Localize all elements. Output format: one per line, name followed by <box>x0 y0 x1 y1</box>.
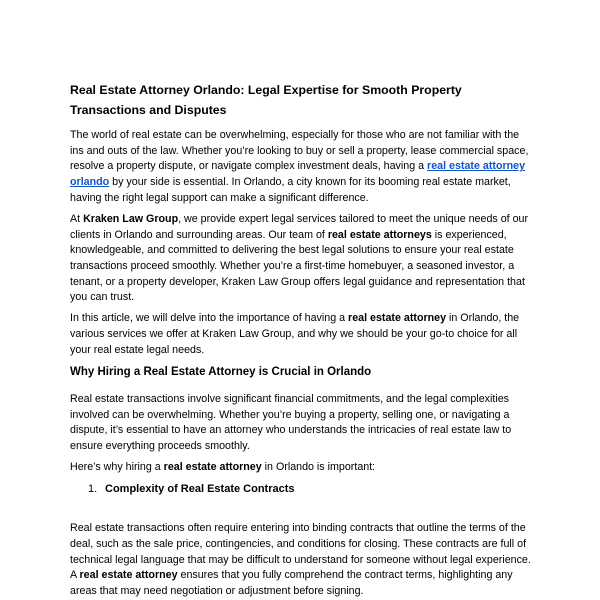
paragraph-list-lead-in <box>70 460 531 476</box>
paragraph-why-crucial <box>70 392 531 455</box>
list-item-number: 1. <box>88 483 98 496</box>
inline-link[interactable]: real estate attorney orlando <box>70 160 526 189</box>
paragraph-article-scope <box>70 311 531 358</box>
text-segment: Real estate transactions involve significant financial commitments, and the legal complexities involved can be overwhelming. Whether you’re buying a property, selling one, or navigating a dispute, it’s essential to have an attorney who understands the intricacies of real estate law to ensure everything proceeds smoothly. <box>70 392 512 452</box>
text-segment: in Orlando is important: <box>261 461 376 474</box>
list-item-label: Complexity of Real Estate Contracts <box>105 483 295 496</box>
paragraph-contracts-detail <box>70 521 531 599</box>
text-segment: In this article, we will delve into the importance of having a <box>70 312 349 325</box>
text-segment: in Orlando, the various services we offer at Kraken Law Group, and why we should be your go-to choice for all your real estate legal needs. <box>70 312 520 356</box>
text-segment: , we provide expert legal services tailored to meet the unique needs of our clients in Orlando and surrounding areas. Our team of <box>70 212 529 241</box>
bold-text: Kraken Law Group <box>83 212 179 225</box>
section-heading: Why Hiring a Real Estate Attorney is Crucial in Orlando <box>70 365 372 378</box>
bold-text: real estate attorney <box>79 569 178 582</box>
text-segment: At <box>70 212 84 225</box>
text-segment: Here’s why hiring a <box>70 461 164 474</box>
text-segment: The world of real estate can be overwhelming, especially for those who are not familiar with the ins and outs of the law. Whether you’re looking to buy or sell a property, lease commercial space, resolve a property dispute, or navigate complex investment deals, having a <box>70 129 529 173</box>
text-segment: by your side is essential. In Orlando, a city known for its booming real estate market, having the right legal support can make a significant difference. <box>70 176 511 204</box>
paragraph-firm-overview <box>70 212 531 306</box>
text-segment: Real estate transactions often require entering into binding contracts that outline the terms of the deal, such as the sale price, contingencies, and conditions for closing. These contracts are full of technical legal language that may be difficult to understand for someone without legal experience. A <box>70 522 531 582</box>
numbered-list-item <box>70 481 531 497</box>
bold-text: real estate attorney <box>163 461 262 474</box>
document-title: Real Estate Attorney Orlando: Legal Expertise for Smooth Property Transactions and Disputes <box>70 83 462 117</box>
text-segment: ensures that you fully comprehend the contract terms, highlighting any areas that may need negotiation or adjustment before signing. <box>70 569 513 597</box>
bold-text: real estate attorneys <box>327 228 432 241</box>
bold-text: real estate attorney <box>348 312 447 325</box>
paragraph-intro <box>70 128 531 206</box>
text-segment: is experienced, knowledgeable, and committed to delivering the best legal solutions to ensure your real estate transactions proceed smoothly. Whether you’re a first-time homebuyer, a seasoned investor, a tenant, or a property developer, Kraken Law Group offers legal guidance and representation that you can trust. <box>70 228 525 304</box>
